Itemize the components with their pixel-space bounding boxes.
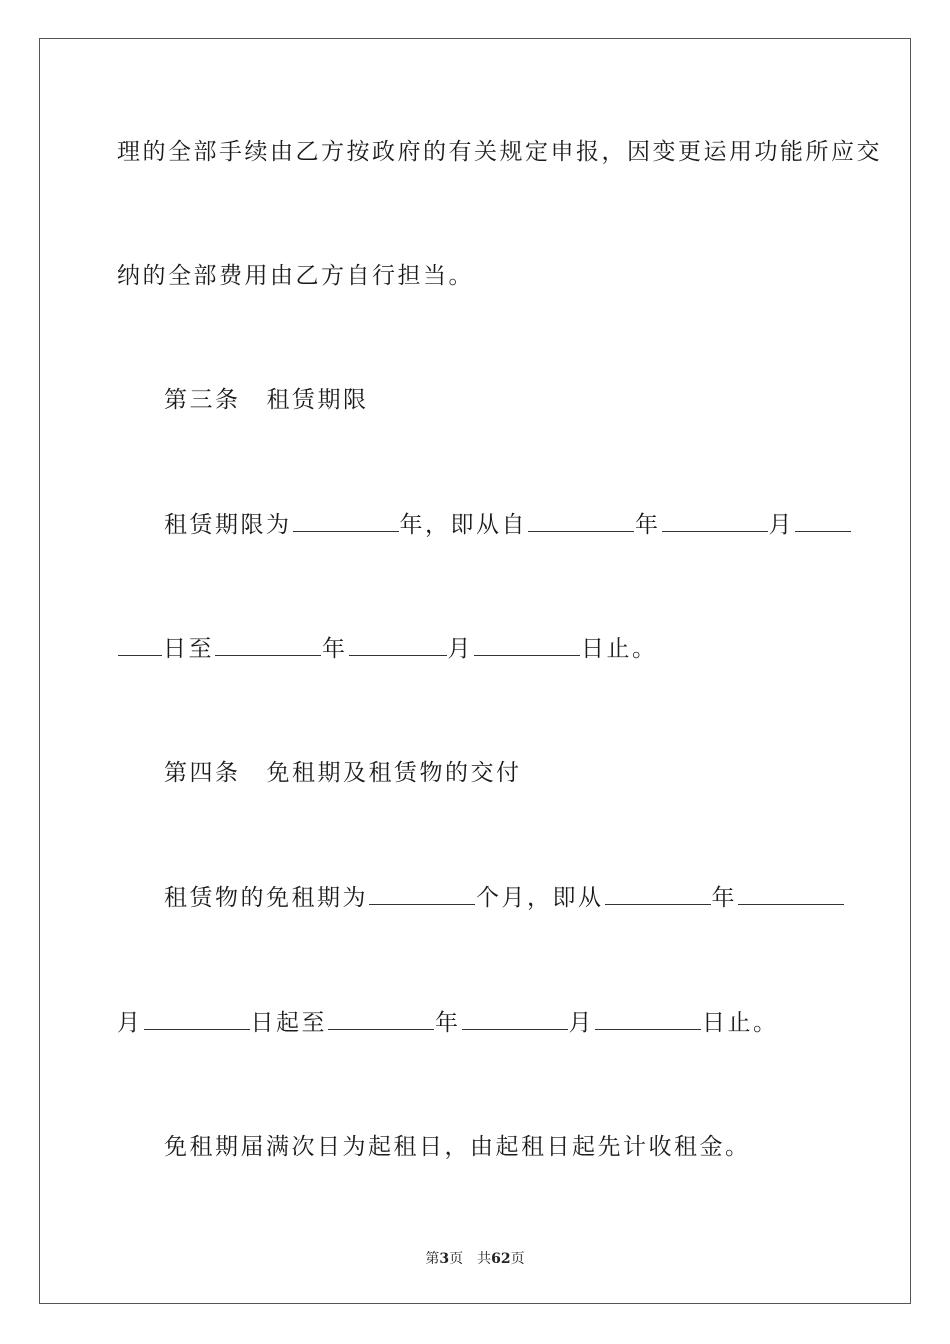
paragraph-line: 纳的全部费用由乙方自行担当。: [117, 263, 474, 289]
lease-term-line-2: [117, 635, 658, 663]
article-number: 第四条: [164, 760, 241, 786]
text-segment: 日起至: [250, 1010, 327, 1036]
blank-field: [144, 1009, 250, 1030]
blank-field: [528, 511, 634, 532]
text-segment: 月: [768, 512, 794, 538]
blank-field: [349, 635, 447, 656]
blank-field: [795, 511, 851, 532]
blank-field: [595, 1009, 701, 1030]
total-page-number: 62: [491, 1251, 511, 1267]
text-segment: 月: [447, 636, 473, 662]
text-segment: 年: [711, 885, 737, 911]
text-segment: 日止。: [702, 1010, 779, 1036]
article-title: 租赁期限: [266, 387, 369, 413]
text-segment: 日至: [163, 636, 214, 662]
free-period-line-1: [164, 884, 845, 912]
text-segment: 年: [322, 636, 348, 662]
text-segment: 个月，即从: [476, 885, 604, 911]
blank-field: [293, 511, 399, 532]
blank-field: [369, 884, 475, 905]
blank-field: [738, 884, 844, 905]
free-period-line-2: [117, 1009, 779, 1037]
text-segment: 月: [568, 1010, 594, 1036]
paragraph-line: 免租期届满次日为起租日，由起租日起先计收租金。: [164, 1134, 751, 1160]
blank-field: [215, 635, 321, 656]
blank-field: [118, 635, 162, 656]
blank-field: [662, 511, 768, 532]
article-4-heading: [164, 759, 522, 787]
text-segment: 年: [435, 1010, 461, 1036]
current-page-number: 3: [439, 1251, 450, 1267]
text-segment: 日止。: [581, 636, 658, 662]
lease-term-line-1: [164, 511, 852, 539]
page-footer: [0, 1248, 950, 1268]
footer-text: 页 共: [449, 1251, 492, 1267]
text-segment: 年，即从自: [399, 512, 527, 538]
text-segment: 月: [117, 1010, 143, 1036]
blank-field: [462, 1009, 568, 1030]
blank-field: [474, 635, 580, 656]
article-3-heading: [164, 386, 369, 414]
text-segment: 租赁期限为: [164, 512, 292, 538]
article-title: 免租期及租赁物的交付: [266, 760, 522, 786]
blank-field: [605, 884, 711, 905]
footer-text: 第: [425, 1251, 440, 1267]
blank-field: [328, 1009, 434, 1030]
footer-text: 页: [510, 1251, 525, 1267]
page-frame: [39, 38, 911, 1304]
paragraph-line: 理的全部手续由乙方按政府的有关规定申报，因变更运用功能所应交: [117, 139, 882, 165]
text-segment: 年: [635, 512, 661, 538]
article-number: 第三条: [164, 387, 241, 413]
text-segment: 租赁物的免租期为: [164, 885, 368, 911]
